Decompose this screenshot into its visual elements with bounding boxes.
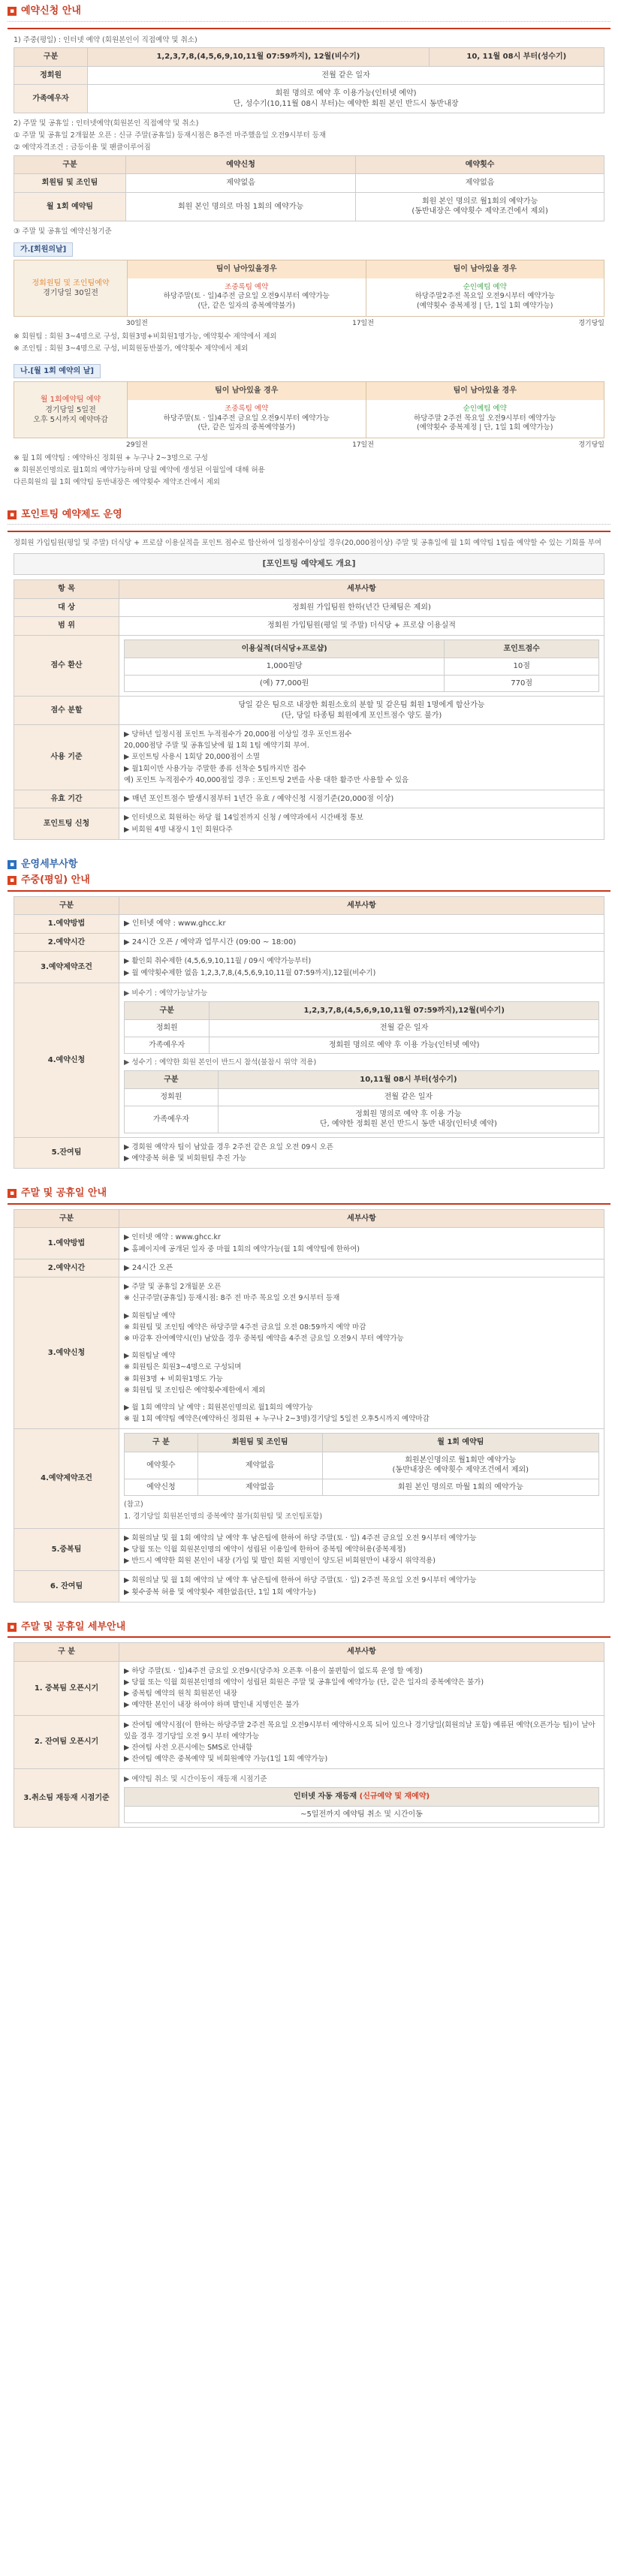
list-item: ▶ 회원의날 및 월 1회 예약의 날 예약 후 남은팀에 한하여 하당 주말(토 · 일) 2주전 목요일 오전 9시부터 예약가능: [124, 1576, 477, 1585]
bullet-icon: ▪: [8, 876, 17, 885]
point-box: [8, 531, 610, 845]
list-item: ※ 회원3명 + 비회원1명도 가능: [124, 1374, 223, 1383]
bullet-icon: ▪: [8, 510, 17, 519]
cell-line: 회원본인명의로 월1회만 예약가능: [405, 1455, 517, 1464]
cell: [119, 1769, 604, 1828]
tl-label: 경기당일 5일전: [45, 405, 96, 414]
cell-line: (동반내장은 예약횟수 제약조건에서 제외): [392, 1466, 529, 1475]
timeline-col: [366, 382, 604, 438]
divider: [8, 21, 610, 22]
list-item: ▶ 홈페이지에 공개된 일자 중 마월 1회의 예약가능(월 1회 예약팀에 한하여): [124, 1244, 360, 1253]
th: 구분: [125, 1070, 219, 1089]
section-title-text: 포인트팅 예약제도 운영: [21, 508, 122, 520]
section-title-text: 주말 및 공휴일 안내: [21, 1187, 107, 1199]
cell: 정회원 가입팀원 한하(년간 단체팀은 제외): [119, 598, 604, 617]
cell: [119, 1277, 604, 1429]
weekday-intro: 1) 주중(평일) : 인터넷 예약 (회원본인이 직접예약 및 취소): [14, 35, 197, 44]
cell: 가족예우자: [14, 85, 88, 113]
cell: 월 1회 예약팀: [14, 192, 126, 221]
timeline-col: [127, 260, 366, 316]
list-item: ▶ 횟수중복 허용 및 예약횟수 제한없음(단, 1일 1회 예약가능): [124, 1587, 316, 1596]
list-item: ※ 월 1회 예약팀 예약은(예약하신 정회원 + 누구나 2~3명)경기당일 5일전 오후5시까지 예약마감: [124, 1415, 430, 1424]
spacer: [124, 1396, 599, 1402]
list-item: ▶ 인터넷 예약 : www.ghcc.kr: [124, 1233, 221, 1242]
cell: 전월 같은 일자: [210, 1020, 599, 1037]
cell: 4.예약제약조건: [14, 1429, 119, 1529]
list-item: ▶ 반드시 예약한 회원 본인이 내장 (가입 및 발인 회원 지명인이 양도된 비회원만이 내장시 위약적용): [124, 1557, 436, 1566]
list-item: ▶ 중복팀 예약의 원칙 회원본인 내장: [124, 1690, 237, 1699]
cell: 회원 본인 명의로 마월 1회의 예약가능: [322, 1479, 598, 1496]
cell: ▶ 24시간 오픈 / 예약과 업무시간 (09:00 ~ 18:00): [119, 933, 604, 952]
section-title-point: [5, 504, 613, 525]
subhead-monthly: 나.[월 1회 예약의 날]: [14, 364, 101, 379]
list-item: ▶ 월 예약횟수제한 없음 1,2,3,7,8,(4,5,6,9,10,11월 07:59까지),12월(비수기): [124, 968, 376, 977]
tl-text: (단, 같은 일자의 중복예약불가): [197, 302, 296, 311]
cell-line: 회원 본인 명의로 월1회의 예약가능: [421, 197, 538, 206]
tl-text: 조중록팀 예약: [225, 404, 269, 413]
cell: 가족예우자: [125, 1106, 219, 1133]
tl-text: 하당주말(토 · 일)4주전 금요일 오전9시부터 예약가능: [163, 292, 330, 301]
cell: [119, 952, 604, 983]
th: 구 분: [14, 1643, 119, 1662]
list-item: ▶ 잔여팀 예약은 중복예약 및 비회원예약 가능(1일 1회 예약가능): [124, 1755, 328, 1764]
inner-table: [124, 1070, 599, 1133]
weekend-detail-box: [8, 1636, 610, 1834]
tl-text: 하당주말 2주전 목요일 오전9시부터 예약가능: [414, 414, 556, 423]
note: ③ 주말 및 공휴일 예약신청기준: [14, 227, 112, 236]
cell: ▶ 인터넷 예약 : www.ghcc.kr: [119, 915, 604, 934]
spacer: [124, 1344, 599, 1350]
list-item: ▶ 회원팀날 예약: [124, 1311, 176, 1320]
th: 10,11월 08시 부터(성수기): [218, 1070, 598, 1089]
timeline-axis: [14, 317, 604, 328]
note: ※ 회원팀 : 회원 3~4명으로 구성, 회원3명+비회원1명가능, 예약횟수 제약에서 제외: [14, 333, 277, 342]
th: 구분: [14, 896, 119, 915]
cell: 유효 기간: [14, 790, 119, 808]
th: 1,2,3,7,8,(4,5,6,9,10,11월 07:59까지), 12월(비수기): [88, 48, 429, 67]
section-subtitle-weekday: [5, 874, 613, 890]
cell: [119, 1571, 604, 1602]
tl-label: 월 1회예약팀 예약: [40, 396, 101, 405]
list-item: ▶ 비회원 4명 내장시 1인 회원다주: [124, 825, 233, 834]
tl-text: 하당주말(토 · 일)4주전 금요일 오전9시부터 예약가능: [163, 414, 330, 423]
timeline-left: [14, 382, 127, 438]
tl-head: 팀이 남아있을 경우: [366, 382, 604, 400]
timeline-monthly: [14, 381, 604, 438]
th: 예약횟수: [356, 155, 604, 174]
list-item: ▶ 당월 또는 익월 회원본인명의 예약이 성립된 이용일에 한하여 중복팀 예약허용(중복제정): [124, 1545, 406, 1554]
note: ※ 월 1회 예약팀 : 예약하신 정회원 + 누구나 2~3명으로 구성: [14, 454, 208, 463]
cell: [119, 1137, 604, 1168]
list-item: ▶ 활인회 취수제한 (4,5,6,9,10,11월 / 09시 예약가능부터): [124, 957, 312, 966]
point-box-title: [포인트팅 예약제도 개요]: [14, 553, 604, 575]
cell: (예) 77,000원: [125, 675, 445, 692]
list-item: ▶ 하당 주말(토 · 일)4주전 금요일 오전9시(당주차 오픈후 이용이 불편함이 없도록 운영 할 예정): [124, 1666, 423, 1675]
cell: [218, 1106, 598, 1133]
cell: ▶ 24시간 오픈: [119, 1259, 604, 1277]
cell: 제약없음: [197, 1452, 322, 1479]
bullet-icon: ▪: [8, 7, 17, 16]
weekday-table: [14, 47, 604, 113]
th: 구분: [14, 1209, 119, 1228]
th: 세부사항: [119, 1209, 604, 1228]
list-item: ▶ 회원팀날 예약: [124, 1352, 176, 1361]
cell: 2.예약시간: [14, 1259, 119, 1277]
section-title-ops: [5, 853, 613, 874]
cell: 1,000원당: [125, 658, 445, 676]
cell: 제약없음: [197, 1479, 322, 1496]
cell: 제약없음: [356, 174, 604, 193]
timeline-axis: [14, 438, 604, 450]
note: ▶ 성수기 : 예약한 회원 본인이 반드시 참석(불참시 위약 적용): [124, 1058, 317, 1067]
cell: 사용 기준: [14, 725, 119, 790]
th: 세부사항: [119, 896, 604, 915]
cell: [119, 1661, 604, 1715]
list-item: ▶ 당하년 일정시점 포인트 누적점수가 20,000점 이상일 경우 포인트점수: [124, 730, 352, 739]
tl-label: 정회원팀 및 조인팀예약: [32, 278, 110, 287]
list-item: ※ 마감후 잔여예약시(인) 남았을 경우 중복팀 예약을 4주전 금요일 오전9시 부터 예약가능: [124, 1334, 404, 1343]
cell: [119, 808, 604, 839]
th: 구 분: [125, 1434, 198, 1452]
inner-table: [124, 1001, 599, 1055]
weekend-detail-table-2: [14, 1642, 604, 1828]
cell: 1.예약방법: [14, 1228, 119, 1259]
inner-table: [124, 1787, 599, 1823]
cell: [119, 1715, 604, 1769]
weekend-table: [14, 155, 604, 221]
list-item: ▶ 인터넷으로 회원하는 하당 월 14일전까지 신청 / 예약과에서 시간배정 통보: [124, 814, 363, 823]
list-item: ▶ 주말 및 공휴일 2개월분 오픈: [124, 1283, 222, 1292]
cell: 1. 중복팀 오픈시기: [14, 1661, 119, 1715]
cell: 2.예약시간: [14, 933, 119, 952]
th: 세부사항: [119, 1643, 604, 1662]
weekend-box: [8, 1203, 610, 1608]
note: 1. 경기당일 회원본인명의 중복예약 불가(회원팀 및 조인팀포함): [124, 1512, 323, 1521]
section-title-text: 주말 및 공휴일 세부안내: [21, 1621, 126, 1633]
th: 구분: [14, 48, 88, 67]
cell: [356, 192, 604, 221]
bullet-icon: ▪: [8, 1623, 17, 1632]
cell: 정회원: [14, 66, 88, 85]
cell: [119, 1528, 604, 1571]
note: ▶ 비수기 : 예약가능날가능: [124, 989, 208, 998]
cell: [119, 635, 604, 697]
tl-head: 팀이 남아있을 경우: [128, 382, 366, 400]
cell: [119, 1228, 604, 1259]
note: ① 주말 및 공휴일 2개월분 오픈 : 신규 주말(공휴일) 등재시점은 8주전 마주했음일 오전9시부터 등재: [14, 131, 327, 140]
list-item: 예) 포인트 누적점수가 40,000점일 경우 : 포인트팅 2번을 사용 대한 활주만 사용할 수 있음: [124, 775, 409, 784]
point-table: [14, 579, 604, 840]
list-item: ▶ 경회원 예약자 팀이 남았을 경우 2주전 같은 요일 오전 09시 오픈: [124, 1142, 333, 1151]
weekday-detail-table: [14, 896, 604, 1169]
cell: 10점: [445, 658, 599, 676]
cell: 5.중복팀: [14, 1528, 119, 1571]
tl-text: (예약횟수 중복제정 | 단, 1일 1회 예약가능): [417, 302, 553, 311]
note: ② 예약자격조건 : 금등이용 및 팬클이루어짐: [14, 143, 151, 152]
tl-axis-label: 경기당일: [578, 441, 604, 450]
cell: [119, 1429, 604, 1529]
bullet-icon: ▪: [8, 860, 17, 869]
tl-text: 하당주말2주전 목요일 오전9시부터 예약가능: [415, 292, 555, 301]
th: 월 1회 예약팀: [322, 1434, 598, 1452]
cell: [119, 697, 604, 725]
tl-axis-label: 경기당일: [578, 320, 604, 328]
note: (참고): [124, 1500, 143, 1509]
cell-line: 회원 명의로 예약 후 이용가능(인터넷 예약): [275, 89, 417, 98]
subhead-member-day: 가.[회원의날]: [14, 242, 73, 257]
tl-text: (단, 같은 일자의 중복예약불가): [197, 423, 296, 432]
bullet-icon: ▪: [8, 1189, 17, 1198]
cell: 점수 환산: [14, 635, 119, 697]
section-title-text: 운영세부사항: [21, 858, 78, 870]
cell: 정회원 명의로 예약 후 이용 가능(인터넷 예약): [210, 1037, 599, 1054]
cell: 6. 잔여팀: [14, 1571, 119, 1602]
cell: 3.취소팀 재등재 시점기준: [14, 1769, 119, 1828]
note: 다른회원의 월 1회 예약팀 동반내장은 예약횟수 제약조건에서 제외: [14, 478, 220, 487]
tl-text: 순인예팀 예약: [463, 282, 507, 291]
section-title-weekend-detail: [5, 1616, 613, 1637]
section-title-text: 예약신청 안내: [21, 5, 81, 17]
th: 10, 11월 08시 부터(성수기): [429, 48, 604, 67]
list-item: ※ 회원팀 및 조인팀 예약은 하당주말 4주전 금요일 오전 08:59까지 예약 마감: [124, 1323, 366, 1332]
cell-line: 단, 성수기(10,11월 08시 부터)는 예약한 회원 본인 반드시 동반내장: [233, 99, 459, 108]
list-item: ▶ 회원의날 및 월 1회 예약의 날 예약 후 남은팀에 한하여 하당 주말(토 · 일) 4주전 금요일 오전 9시부터 예약가능: [124, 1533, 477, 1542]
list-item: 20,000점당 주말 및 공휴일낮에 월 1회 1팀 예약기회 부여.: [124, 742, 309, 751]
cell-line: (동반내장은 예약횟수 제약조건에서 제외): [411, 207, 548, 216]
cell: 전월 같은 일자: [88, 66, 604, 85]
th: 구분: [125, 1001, 210, 1020]
tl-text: 순인예팀 예약: [463, 404, 507, 413]
conversion-table: [124, 639, 599, 693]
cell: 5.잔여팀: [14, 1137, 119, 1168]
th: 예약신청: [125, 155, 355, 174]
timeline-left: [14, 260, 127, 316]
timeline-col: [127, 382, 366, 438]
cell: 770점: [445, 675, 599, 692]
timeline-member-day: [14, 260, 604, 317]
th: 세부사항: [119, 580, 604, 599]
cell: [119, 983, 604, 1137]
th: 1,2,3,7,8,(4,5,6,9,10,11월 07:59까지),12월(비수기): [210, 1001, 599, 1020]
cell: 1.예약방법: [14, 915, 119, 934]
tl-label: 경기당일 30일전: [43, 289, 98, 298]
inner-table: [124, 1433, 599, 1496]
note: 2) 주말 및 공휴일 : 인터넷예약(회원본인 직접예약 및 취소): [14, 119, 199, 128]
cell-line: 정회원 명의로 예약 후 이용 가능: [355, 1109, 462, 1118]
cell: [322, 1452, 598, 1479]
note: ▶ 예약팀 취소 및 시간이동이 재등재 시점기준: [124, 1775, 267, 1784]
list-item: ▶ 포인트팅 사용시 1회당 20,000점이 소멸: [124, 753, 260, 762]
spacer: [124, 1305, 599, 1311]
cell-line: 단, 예약한 정회원 본인 반드시 동반 내장(인터넷 예약): [319, 1120, 497, 1129]
list-item: ▶ 예약한 본인이 내장 하여야 하며 발인내 지명인은 불가: [124, 1701, 300, 1710]
section-title-text: 주중(평일) 안내: [21, 874, 90, 886]
cell: 정회원 가입팀원(평일 및 주말) 더식당 + 프로샵 이용실적: [119, 617, 604, 636]
cell: 범 위: [14, 617, 119, 636]
weekday-box: [8, 890, 610, 1175]
th-text: (신규예약 및 재예약): [359, 1792, 430, 1801]
cell: 포인트팅 신청: [14, 808, 119, 839]
tl-axis-label: 17일전: [352, 320, 374, 328]
tl-head: 팀이 남아있을경우: [128, 260, 366, 278]
cell: 3.예약신청: [14, 1277, 119, 1429]
list-item: ▶ 월 1회 예약의 날 예약 : 회원본인명의로 월1회의 예약가능: [124, 1403, 313, 1412]
cell: [88, 85, 604, 113]
cell: 대 상: [14, 598, 119, 617]
list-item: ▶ 당월 또는 익월 회원본인명의 예약이 성립된 회원은 주말 및 공휴일에 예약가능 (단, 같은 일자의 중복예약은 불가): [124, 1678, 484, 1687]
cell: 점수 분할: [14, 697, 119, 725]
tl-text: 조중록팀 예약: [225, 282, 269, 291]
tl-axis-label: 30일전: [126, 320, 148, 328]
section-title-reservation: [5, 0, 613, 21]
tl-label: 오후 5시까지 예약마감: [33, 416, 108, 425]
th: 구분: [14, 155, 126, 174]
cell: 3.예약제약조건: [14, 952, 119, 983]
cell: 예약신청: [125, 1479, 198, 1496]
cell-line: 당일 같은 팀으로 내장한 회원소호의 분할 및 같은팀 회원 1명에게 합산가능: [238, 701, 485, 710]
cell: ~5일전까지 예약팀 취소 및 시간이동: [125, 1806, 599, 1823]
cell: 가족예우자: [125, 1037, 210, 1054]
cell: 제약없음: [125, 174, 355, 193]
cell: 4.예약신청: [14, 983, 119, 1137]
th: 이용실적(더식당+프로샵): [125, 639, 445, 658]
cell: 전월 같은 일자: [218, 1089, 598, 1106]
cell: [119, 725, 604, 790]
cell-line: (단, 당일 타종팀 회원에게 포인트점수 양도 불가): [281, 711, 442, 720]
tl-axis-label: 17일전: [352, 441, 374, 450]
list-item: ※ 신규주말(공휴일) 등재시점: 8주 전 마주 목요일 오전 9시부터 등재: [124, 1294, 340, 1303]
tl-text: (예약횟수 중복제정 | 단, 1일 1회 예약가능): [417, 423, 553, 432]
th: 포인트점수: [445, 639, 599, 658]
tl-head: 팀이 남아있을 경우: [366, 260, 604, 278]
divider: [8, 524, 610, 525]
note: ※ 회원본인명의로 월1회의 예약가능하며 당월 예약에 생성된 이월일에 대해 허용: [14, 466, 265, 475]
cell: 정회원: [125, 1089, 219, 1106]
point-intro: 정회원 가입팀원(평일 및 주말) 더식당 + 프로샵 이용실적을 포인트 점수로 합산하여 일정점수이상일 경우(20,000점이상) 주말 및 공휴일에 월 1회 예약팀 1팀을 예약할 수 있는 기회를 부여: [14, 539, 601, 548]
section-title-weekend: [5, 1182, 613, 1203]
note: ※ 조인팀 : 회원 3~4명으로 구성, 비회원동반불가, 예약횟수 제약에서 제외: [14, 345, 249, 353]
cell: 예약횟수: [125, 1452, 198, 1479]
list-item: ▶ 잔여팀 사전 오픈시에는 SMS로 안내함: [124, 1744, 253, 1753]
cell: 회원 본인 명의로 마침 1회의 예약가능: [125, 192, 355, 221]
list-item: ▶ 잔여팀 예약시점(이 한하는 하당주말 2주전 목요일 오전9시부터 예약하시오록 되어 있으나 경기당일(회원의날 포함) 예류된 예약(오픈가능 팀)이 날아 있을 경우 경기당일 오전 9시 부터 예약가능: [124, 1720, 595, 1741]
timeline-col: [366, 260, 604, 316]
cell: 2. 잔여팀 오픈시기: [14, 1715, 119, 1769]
cell: 정회원: [125, 1020, 210, 1037]
tl-axis-label: 29일전: [126, 441, 148, 450]
th-text: 인터넷 자동 재등재: [293, 1792, 357, 1801]
th: [125, 1788, 599, 1807]
list-item: ▶ 예약중복 허용 및 비회원팀 추진 가능: [124, 1154, 247, 1163]
th: 회원팀 및 조인팀: [197, 1434, 322, 1452]
cell: ▶ 매년 포인트점수 발생시점부터 1년간 유효 / 예약신청 시점기준(20,000점 이상): [119, 790, 604, 808]
weekend-detail-table: [14, 1209, 604, 1602]
list-item: ※ 회원팀은 회원3~4명으로 구성되며: [124, 1363, 242, 1372]
cell: 회원팀 및 조인팀: [14, 174, 126, 193]
reservation-box: [8, 28, 610, 496]
th: 항 목: [14, 580, 119, 599]
list-item: ※ 회원팀 및 조인팀은 예약횟수제한에서 제외: [124, 1386, 266, 1395]
list-item: ▶ 월1회이만 사용가능 주말한 종류 선착순 5팀까지만 접수: [124, 764, 306, 773]
